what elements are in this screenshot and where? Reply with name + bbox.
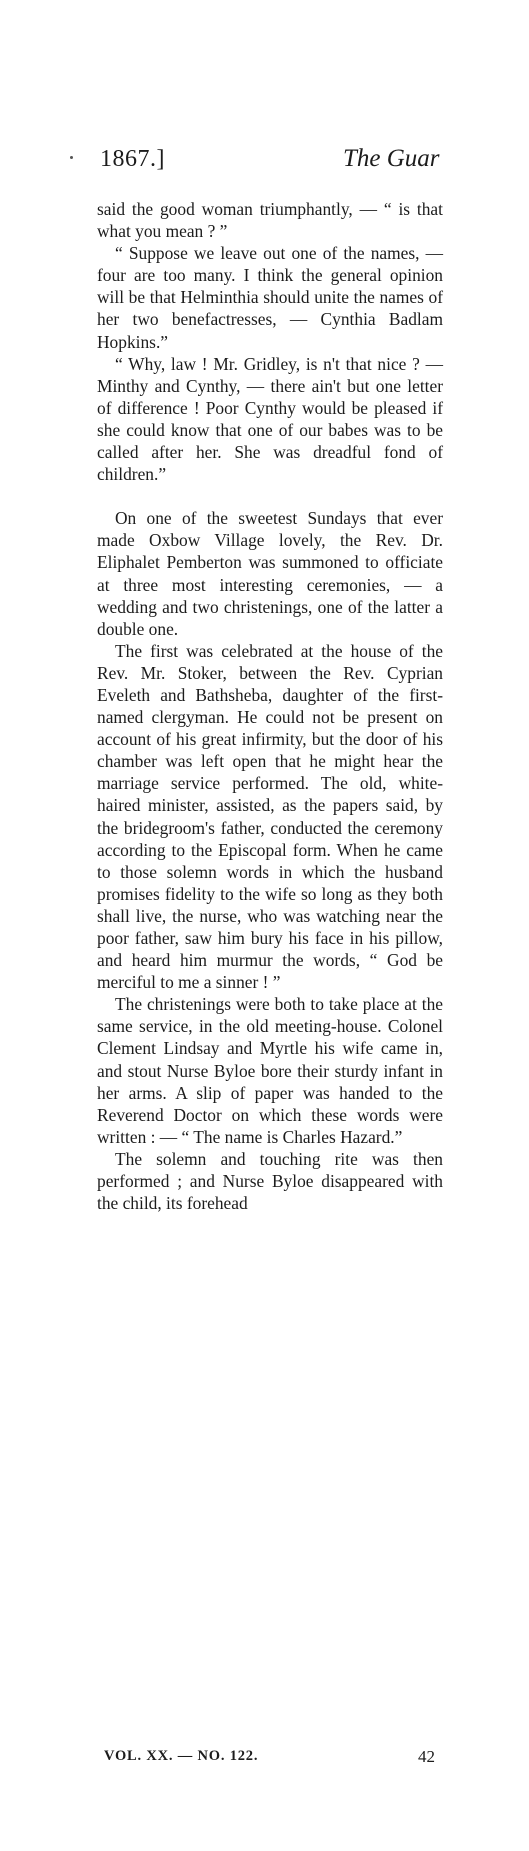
paragraph-7: The solemn and touching rite was then performed ; and Nurse Byloe disappeared with the child, its forehead	[97, 1148, 443, 1214]
volume-footer: VOL. XX. — NO. 122.	[104, 1748, 259, 1764]
text-column	[97, 198, 443, 1214]
signature-number: 42	[418, 1747, 435, 1766]
paragraph-1: said the good woman triumphantly, — “ is that what you mean ? ”	[97, 199, 443, 242]
paragraph-3: “ Why, law ! Mr. Gridley, is n't that nice ? — Minthy and Cynthy, — there ain't but one letter of difference ! Poor Cynthy would be pleased if she could know that one of our babes was to be called after her. She was dreadful fond of children.”	[97, 353, 443, 485]
margin-mark	[70, 156, 73, 159]
paragraph-6: The christenings were both to take place at the same service, in the old meeting-house. Colonel Clement Lindsay and Myrtle his wife came in, and stout Nurse Byloe bore their sturdy infant in her arms. A slip of paper was handed to the Reverend Doctor on which these words were written : — “ The name is Charles Hazard.”	[97, 994, 443, 1147]
paragraph-5: The first was celebrated at the house of the Rev. Mr. Stoker, between the Rev. Cyprian Eveleth and Bathsheba, daughter of the first-named clergyman. He could not be present on account of his great infirmity, but the door of his chamber was left open that he might hear the marriage service performed. The old, white-haired minister, assisted, as the papers said, by the bridegroom's father, conducted the ceremony according to the Episcopal form. When he came to those solemn words in which the husband promises fidelity to the wife so long as they both shall live, the nurse, who was watching near the poor father, saw him bury his face in his pillow, and heard him murmur the words, “ God be merciful to me a sinner ! ”	[97, 640, 443, 993]
paragraph-4: On one of the sweetest Sundays that ever made Oxbow Village lovely, the Rev. Dr. Eliphalet Pemberton was summoned to officiate at three most interesting ceremonies, — a wedding and two christenings, one of the latter a double one.	[97, 508, 443, 639]
page-header-date: 1867.]	[100, 146, 165, 172]
paragraph-2: “ Suppose we leave out one of the names, — four are too many. I think the general opinion will be that Helminthia should unite the names of her two benefactresses, — Cynthia Badlam Hopkins.”	[97, 243, 443, 352]
running-title: The Guar	[343, 145, 440, 172]
